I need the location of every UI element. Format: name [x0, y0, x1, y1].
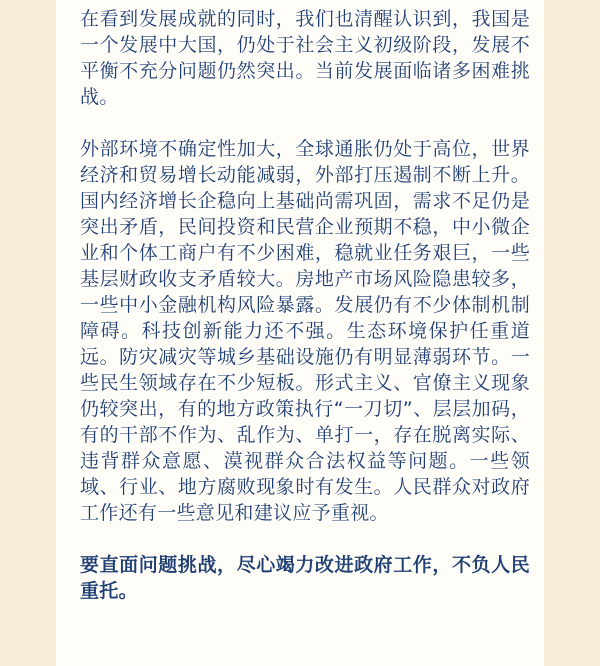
left-margin-band [0, 0, 56, 666]
paragraph-conclusion: 要直面问题挑战，尽心竭力改进政府工作，不负人民重托。 [80, 554, 530, 602]
article-card [56, 0, 544, 666]
paragraph-challenges: 外部环境不确定性加大，全球通胀仍处于高位，世界经济和贸易增长动能减弱，外部打压遏制不断上升。国内经济增长企稳向上基础尚需巩固，需求不足仍是突出矛盾，民间投资和民营企业预期不稳，中小微企业和个体工商户有不少困难，稳就业任务艰巨，一些基层财政收支矛盾较大。房地产市场风险隐患较多，一些中小金融机构风险暴露。发展仍有不少体制机制障碍。科技创新能力还不强。生态环境保护任重道远。防灾减灾等城乡基础设施仍有明显薄弱环节。一些民生领域存在不少短板。形式主义、官僚主义现象仍较突出，有的地方政策执行“一刀切”、层层加码，有的干部不作为、乱作为、单打一，存在脱离实际、违背群众意愿、漠视群众合法权益等问题。一些领域、行业、地方腐败现象时有发生。人民群众对政府工作还有一些意见和建议应予重视。 [80, 138, 530, 524]
right-margin-band [544, 0, 600, 666]
paragraph-achievements-awareness: 在看到发展成就的同时，我们也清醒认识到，我国是一个发展中大国，仍处于社会主义初级阶段，发展不平衡不充分问题仍然突出。当前发展面临诸多困难挑战。 [80, 8, 530, 108]
